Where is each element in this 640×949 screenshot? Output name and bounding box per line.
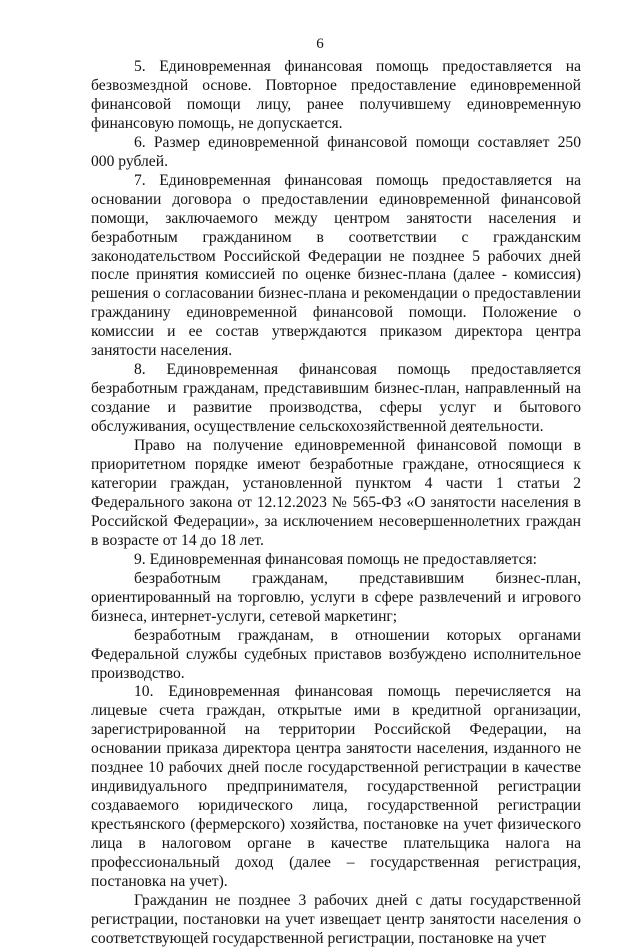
paragraph-10-notice: Гражданин не позднее 3 рабочих дней с даты государственной регистрации, постановки на учет извещает центр занятости населения о соответствующей государственной регистрации, постановке на учет bbox=[91, 891, 581, 947]
paragraph-9: 9. Единовременная финансовая помощь не предоставляется: bbox=[134, 550, 538, 568]
paragraph-7: 7. Единовременная финансовая помощь предоставляется на основании договора о предоставлении единовременной финансовой помощи, заключаемого между центром занятости населения и безработным гражданином в соответствии с гражданским законодательством Российской Федерации не позднее 5 рабочих дней после принятия комиссией по оценке бизнес-плана (далее - комиссия) решения о согласовании бизнес-плана и рекомендации о предоставлении гражданину единовременной финансовой помощи. Положение о комиссии и ее состав утверждаются приказом директора центра занятости населения. bbox=[91, 171, 581, 360]
paragraph-8-priority-right: Право на получение единовременной финансовой помощи в приоритетном порядке имеют безработные граждане, относящиеся к категории граждан, установленной пунктом 4 части 1 статьи 2 Федерального закона от 12.12.2023 № 565-ФЗ «О занятости населения в Российской Федерации», за исключением несовершеннолетних граждан в возрасте от 14 до 18 лет. bbox=[91, 437, 581, 549]
paragraph-10: 10. Единовременная финансовая помощь перечисляется на лицевые счета граждан, открытые ими в кредитной организации, зарегистрированной на территории Российской Федерации, на основании приказа директора центра занятости населения, изданного не позднее 10 рабочих дней после государственной регистрации в качестве индивидуального предпринимателя, государственной регистрации создаваемого юридического лица, государственной регистрации крестьянского (фермерского) хозяйства, постановке на учет физического лица в налоговом органе в качестве плательщика налога на профессиональный доход (далее – государственная регистрация, постановка на учет). bbox=[91, 683, 581, 890]
page-number: 6 bbox=[316, 36, 324, 52]
paragraph-6: 6. Размер единовременной финансовой помощи составляет 250 000 рублей. bbox=[91, 133, 581, 170]
paragraph-9-item-1: безработным гражданам, представившим бизнес-план, ориентированный на торговлю, услуги в сфере развлечений и игрового бизнеса, интернет-услуги, сетевой маркетинг; bbox=[91, 569, 581, 625]
document-body bbox=[91, 58, 581, 949]
paragraph-9-item-2: безработным гражданам, в отношении которых органами Федеральной службы судебных приставов возбуждено исполнительное производство. bbox=[91, 626, 581, 682]
paragraph-5: 5. Единовременная финансовая помощь предоставляется на безвозмездной основе. Повторное предоставление единовременной финансовой помощи лицу, ранее получившему единовременную финансовую помощь, не допускается. bbox=[91, 58, 581, 132]
paragraph-8: 8. Единовременная финансовая помощь предоставляется безработным гражданам, представившим бизнес-план, направленный на создание и развитие производства, сферы услуг и бытового обслуживания, осуществление сельскохозяйственной деятельности. bbox=[91, 361, 581, 436]
